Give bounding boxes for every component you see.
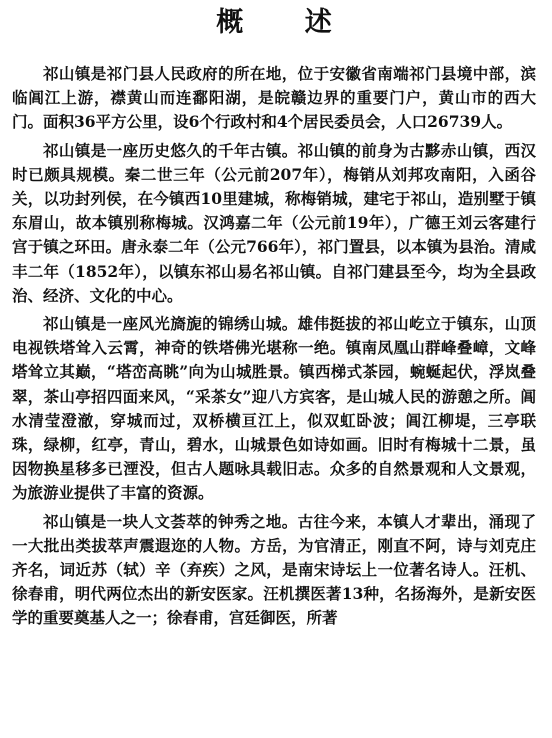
- paragraph-scenery: 祁山镇是一座风光旖旎的锦绣山城。雄伟挺拔的祁山屹立于镇东，山顶电视铁塔耸入云霄，神奇的铁塔佛光堪称一绝。镇南凤凰山群峰叠嶂，文峰塔耸立其巅，“塔峦高眺”向为山城胜景。镇西梯式茶园，蜿蜒起伏，浮岚叠翠，茶山亭招四面来风，“采茶女”迎八方宾客，是山城人民的游憩之所。阊水清莹澄澈，穿城而过，双桥横亘江上，似双虹卧波；阊江柳堤，三亭联珠，绿柳，红亭，青山，碧水，山城景色如诗如画。旧时有梅城十二景，虽因物换星移多已湮没，但古人题咏具载旧志。众多的自然景观和人文景观，为旅游业提供了丰富的资源。: [12, 314, 536, 503]
- page-title: 概 述: [216, 7, 358, 38]
- paragraph-location: 祁山镇是祁门县人民政府的所在地，位于安徽省南端祁门县境中部，滨临阊江上游，襟黄山而连鄱阳湖，是皖赣边界的重要门户，黄山市的西大门。面积36平方公里，设6个行政村和4个居民委员会，人口26739人。: [12, 64, 536, 132]
- paragraph-history: 祁山镇是一座历史悠久的千年古镇。祁山镇的前身为古黟赤山镇，西汉时已颇具规模。秦二世三年（公元前207年），梅销从刘邦攻南阳，入函谷关，以功封列侯，在今镇西10里建城，称梅销城，建宅于祁山，造别墅于镇东眉山，故本镇别称梅城。汉鸿嘉二年（公元前19年），广德王刘云客建行宫于镇之环田。唐永泰二年（公元766年），祁门置县，以本镇为县治。清咸丰二年（1852年），以镇东祁山易名祁山镇。自祁门建县至今，均为全县政治、经济、文化的中心。: [12, 140, 536, 305]
- paragraph-people: 祁山镇是一块人文荟萃的钟秀之地。古往今来，本镇人才辈出，涌现了一大批出类拔萃声震遐迩的人物。方岳，为官清正，刚直不阿，诗与刘克庄齐名，词近苏（轼）辛（弃疾）之风，是南宋诗坛上一位著名诗人。汪机、徐春甫，明代两位杰出的新安医家。汪机撰医著13种，名扬海外，是新安医学的重要奠基人之一；徐春甫，宫廷御医，所著: [12, 511, 536, 628]
